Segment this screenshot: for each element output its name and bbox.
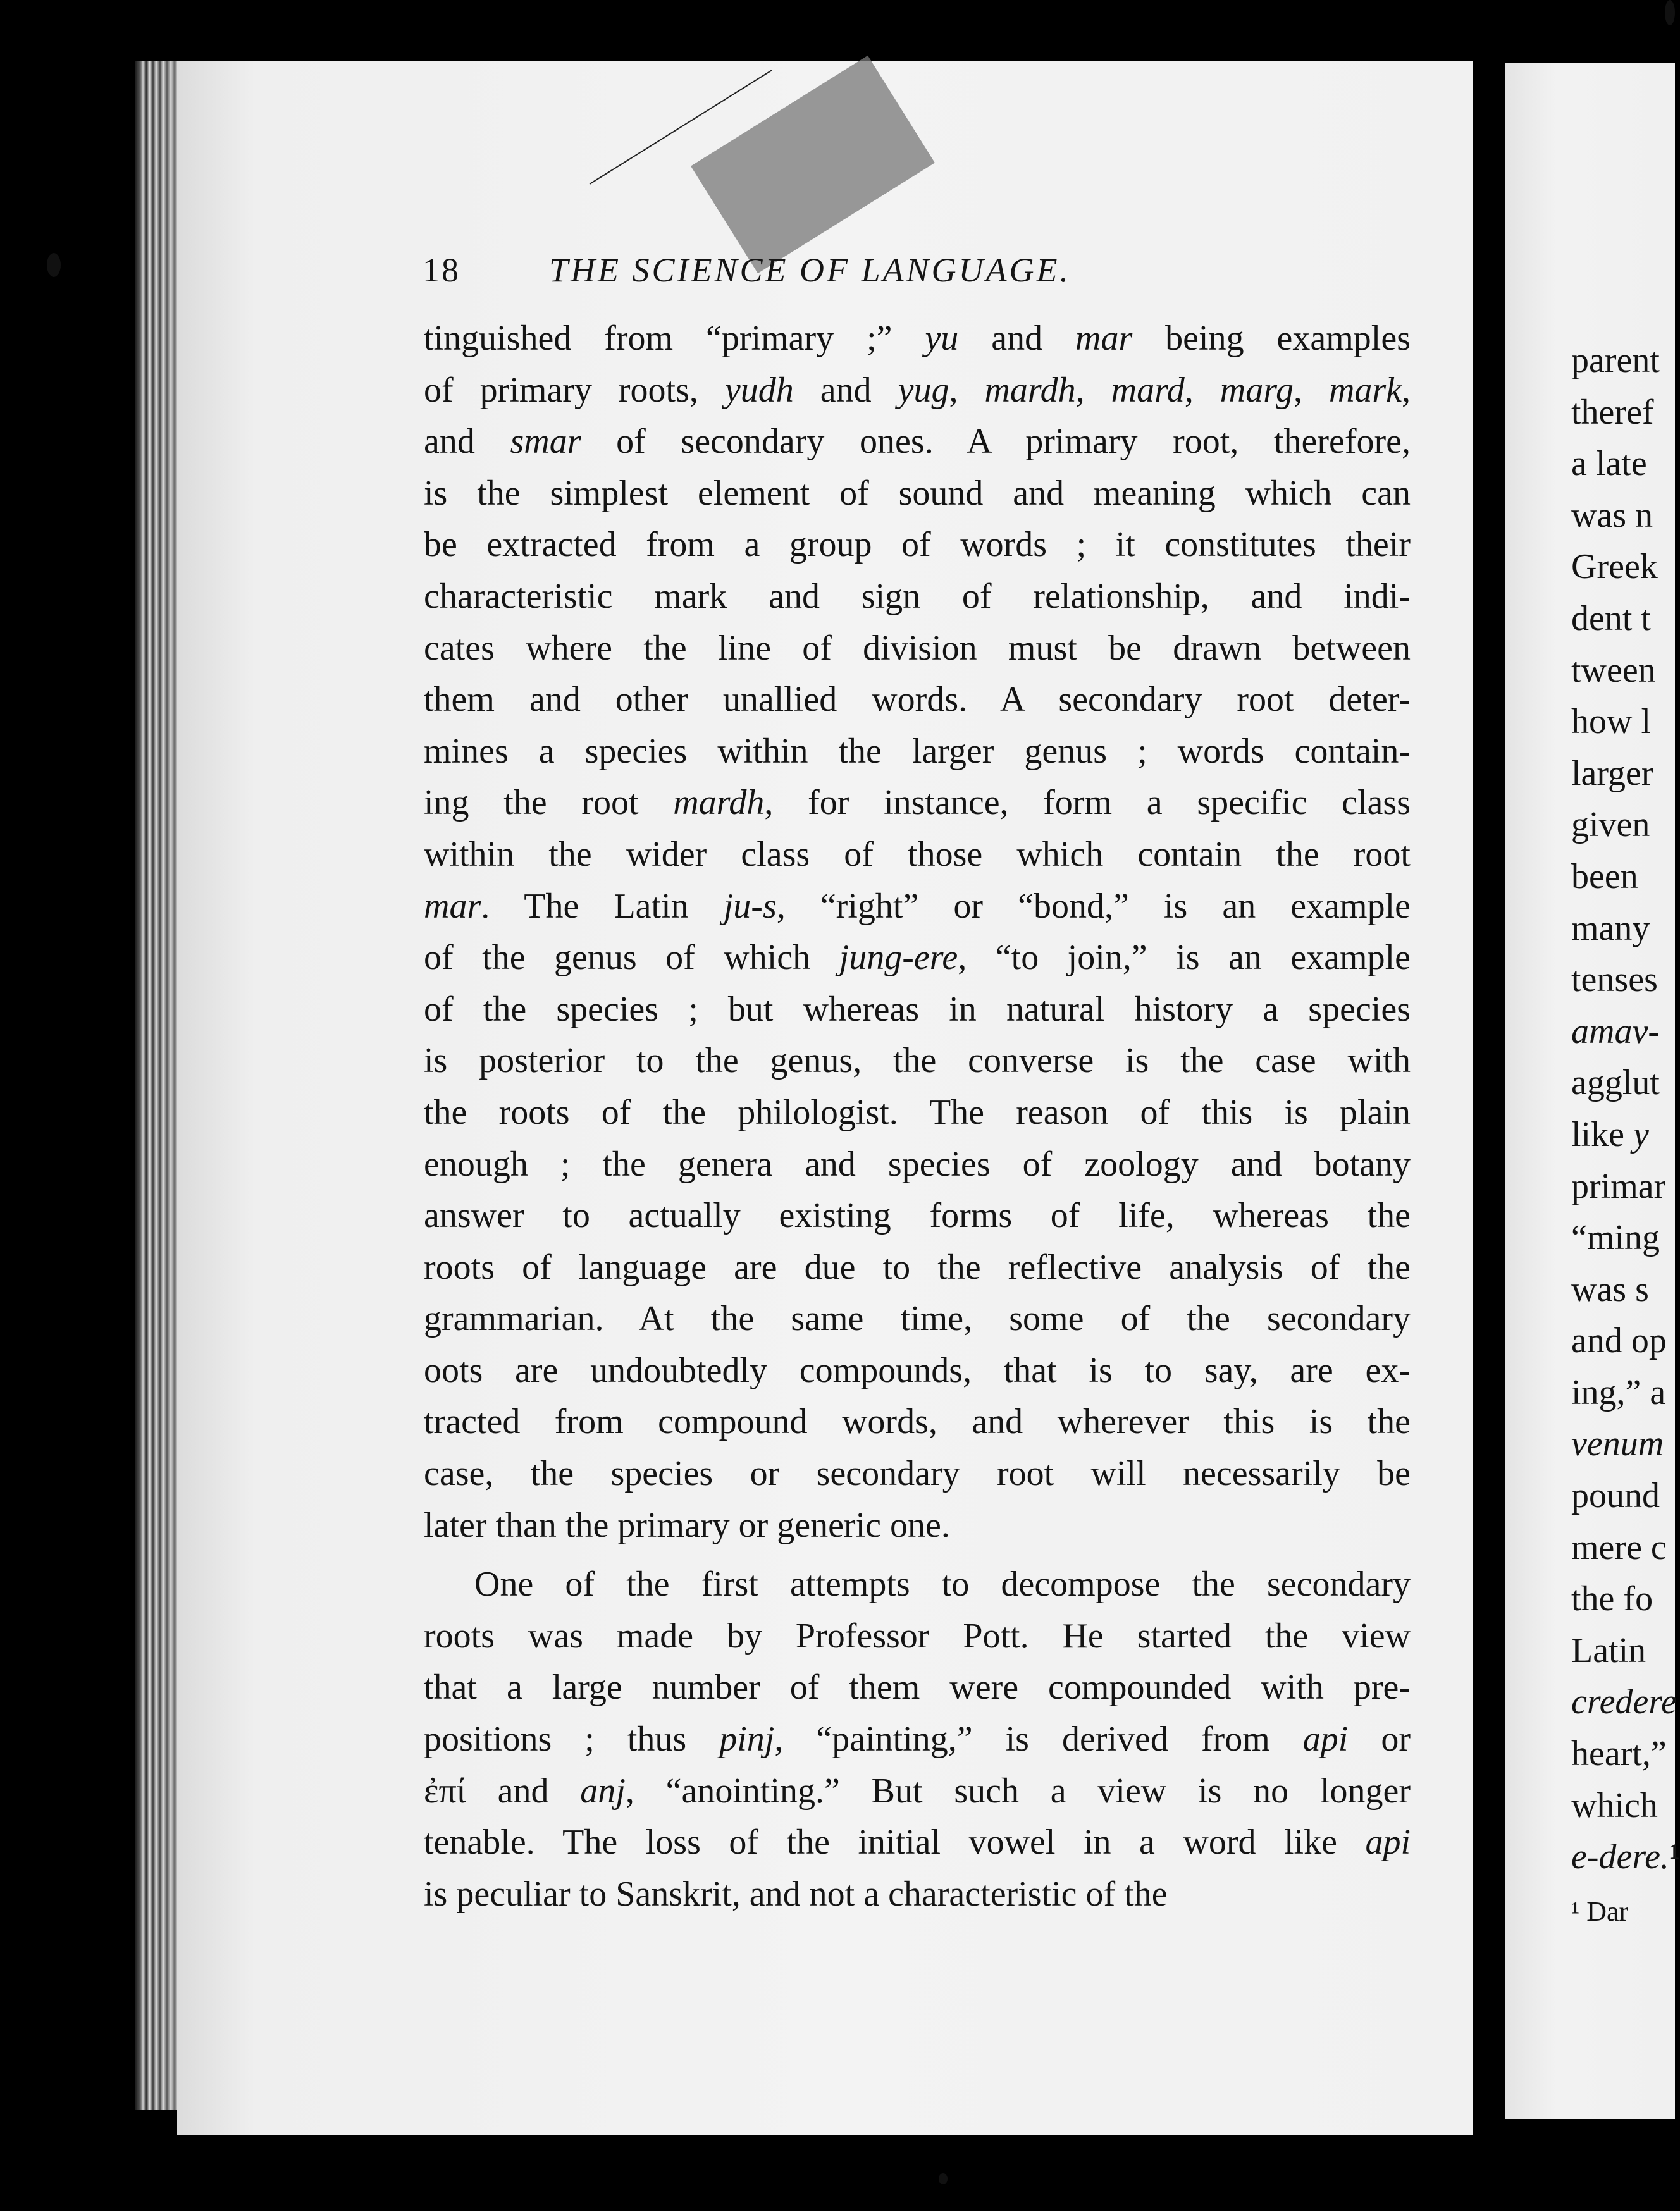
right-page-line: and op bbox=[1571, 1321, 1667, 1361]
running-head bbox=[423, 250, 1447, 290]
right-page-line: was s bbox=[1571, 1269, 1649, 1309]
right-page-line: many bbox=[1571, 908, 1650, 948]
text-line: tracted from compound words, and wherever this is the bbox=[424, 1402, 1411, 1442]
right-page-text bbox=[1571, 335, 1680, 1937]
text-line: them and other unallied words. A secondary root deter- bbox=[424, 680, 1411, 720]
right-page-line: theref bbox=[1571, 392, 1654, 432]
text-line: roots was made by Professor Pott. He started the view bbox=[424, 1616, 1411, 1656]
right-page-line: venum bbox=[1571, 1424, 1664, 1464]
right-page-line: like y bbox=[1571, 1114, 1649, 1154]
text-line: is peculiar to Sanskrit, and not a characteristic of the bbox=[424, 1874, 1168, 1914]
book-gutter bbox=[1478, 38, 1505, 2125]
right-page-line: Latin bbox=[1571, 1630, 1646, 1670]
right-page-line: “ming bbox=[1571, 1218, 1660, 1258]
text-line: answer to actually existing forms of life, whereas the bbox=[424, 1196, 1411, 1236]
text-line: case, the species or secondary root will necessarily be bbox=[424, 1454, 1411, 1494]
scan-speck bbox=[939, 2173, 948, 2184]
right-page-line: given bbox=[1571, 805, 1650, 845]
right-page-line: mere c bbox=[1571, 1527, 1667, 1567]
text-line: enough ; the genera and species of zoology and botany bbox=[424, 1144, 1411, 1184]
text-line: of primary roots, yudh and yug, mardh, mard, marg, mark, bbox=[424, 370, 1411, 410]
text-line: mar. The Latin ju-s, “right” or “bond,” is an example bbox=[424, 886, 1411, 926]
text-line: tinguished from “primary ;” yu and mar being examples bbox=[424, 319, 1411, 358]
right-page-line: amav- bbox=[1571, 1011, 1660, 1051]
text-line: the roots of the philologist. The reason of this is plain bbox=[424, 1092, 1411, 1132]
right-page-line: parent bbox=[1571, 341, 1660, 380]
right-page-line: how l bbox=[1571, 702, 1651, 742]
text-line: positions ; thus pinj, “painting,” is derived from api or bbox=[424, 1720, 1411, 1759]
main-text-block bbox=[424, 313, 1411, 1920]
text-line: be extracted from a group of words ; it constitutes their bbox=[424, 525, 1411, 565]
text-line: of the genus of which jung-ere, “to join,” is an example bbox=[424, 938, 1411, 978]
text-line: grammarian. At the same time, some of the secondary bbox=[424, 1299, 1411, 1339]
right-page-line: the fo bbox=[1571, 1579, 1653, 1619]
right-page-line: tenses bbox=[1571, 960, 1658, 1000]
text-line: within the wider class of those which contain the root bbox=[424, 834, 1411, 874]
text-line: mines a species within the larger genus ; words contain- bbox=[424, 731, 1411, 771]
right-page-line: been bbox=[1571, 856, 1638, 896]
right-page-line: dent t bbox=[1571, 598, 1651, 638]
text-line: of the species ; but whereas in natural history a species bbox=[424, 989, 1411, 1029]
text-line: is posterior to the genus, the converse is the case with bbox=[424, 1041, 1411, 1081]
text-line: is the simplest element of sound and meaning which can bbox=[424, 473, 1411, 513]
text-line: cates where the line of division must be drawn between bbox=[424, 628, 1411, 668]
scan-speck bbox=[47, 253, 61, 277]
scan-speck bbox=[1665, 0, 1675, 25]
right-page-line: agglut bbox=[1571, 1063, 1660, 1103]
text-line: tenable. The loss of the initial vowel in a word like api bbox=[424, 1823, 1411, 1863]
right-page-line: heart,” bbox=[1571, 1734, 1667, 1774]
text-line: ἐπί and anj, “anointing.” But such a view is no longer bbox=[424, 1771, 1411, 1811]
page-number: 18 bbox=[423, 251, 460, 289]
text-line: later than the primary or generic one. bbox=[424, 1505, 950, 1545]
right-page-line: which bbox=[1571, 1785, 1658, 1825]
text-line: and smar of secondary ones. A primary root, therefore, bbox=[424, 422, 1411, 462]
text-line: oots are undoubtedly compounds, that is to say, are ex- bbox=[424, 1350, 1411, 1390]
right-page-line: primar bbox=[1571, 1166, 1666, 1206]
right-page-line: pound bbox=[1571, 1476, 1660, 1516]
running-title: THE SCIENCE OF LANGUAGE. bbox=[549, 251, 1071, 289]
right-page-footnote: ¹ Dar bbox=[1571, 1895, 1629, 1927]
right-page-line: ing,” a bbox=[1571, 1372, 1666, 1412]
right-page-line: larger bbox=[1571, 753, 1653, 793]
right-page-line: tween bbox=[1571, 650, 1656, 690]
text-line: One of the first attempts to decompose the secondary bbox=[474, 1565, 1411, 1604]
right-page-line: Greek bbox=[1571, 547, 1658, 587]
right-page-line: a late bbox=[1571, 444, 1647, 484]
text-line: roots of language are due to the reflective analysis of the bbox=[424, 1247, 1411, 1287]
text-line: characteristic mark and sign of relationship, and indi- bbox=[424, 576, 1411, 616]
right-page-line: credere bbox=[1571, 1682, 1677, 1722]
right-page-line: was n bbox=[1571, 495, 1653, 535]
text-line: that a large number of them were compounded with pre- bbox=[424, 1668, 1411, 1708]
right-page-line: e-dere.¹ bbox=[1571, 1837, 1680, 1877]
text-line: ing the root mardh, for instance, form a specific class bbox=[424, 783, 1411, 823]
